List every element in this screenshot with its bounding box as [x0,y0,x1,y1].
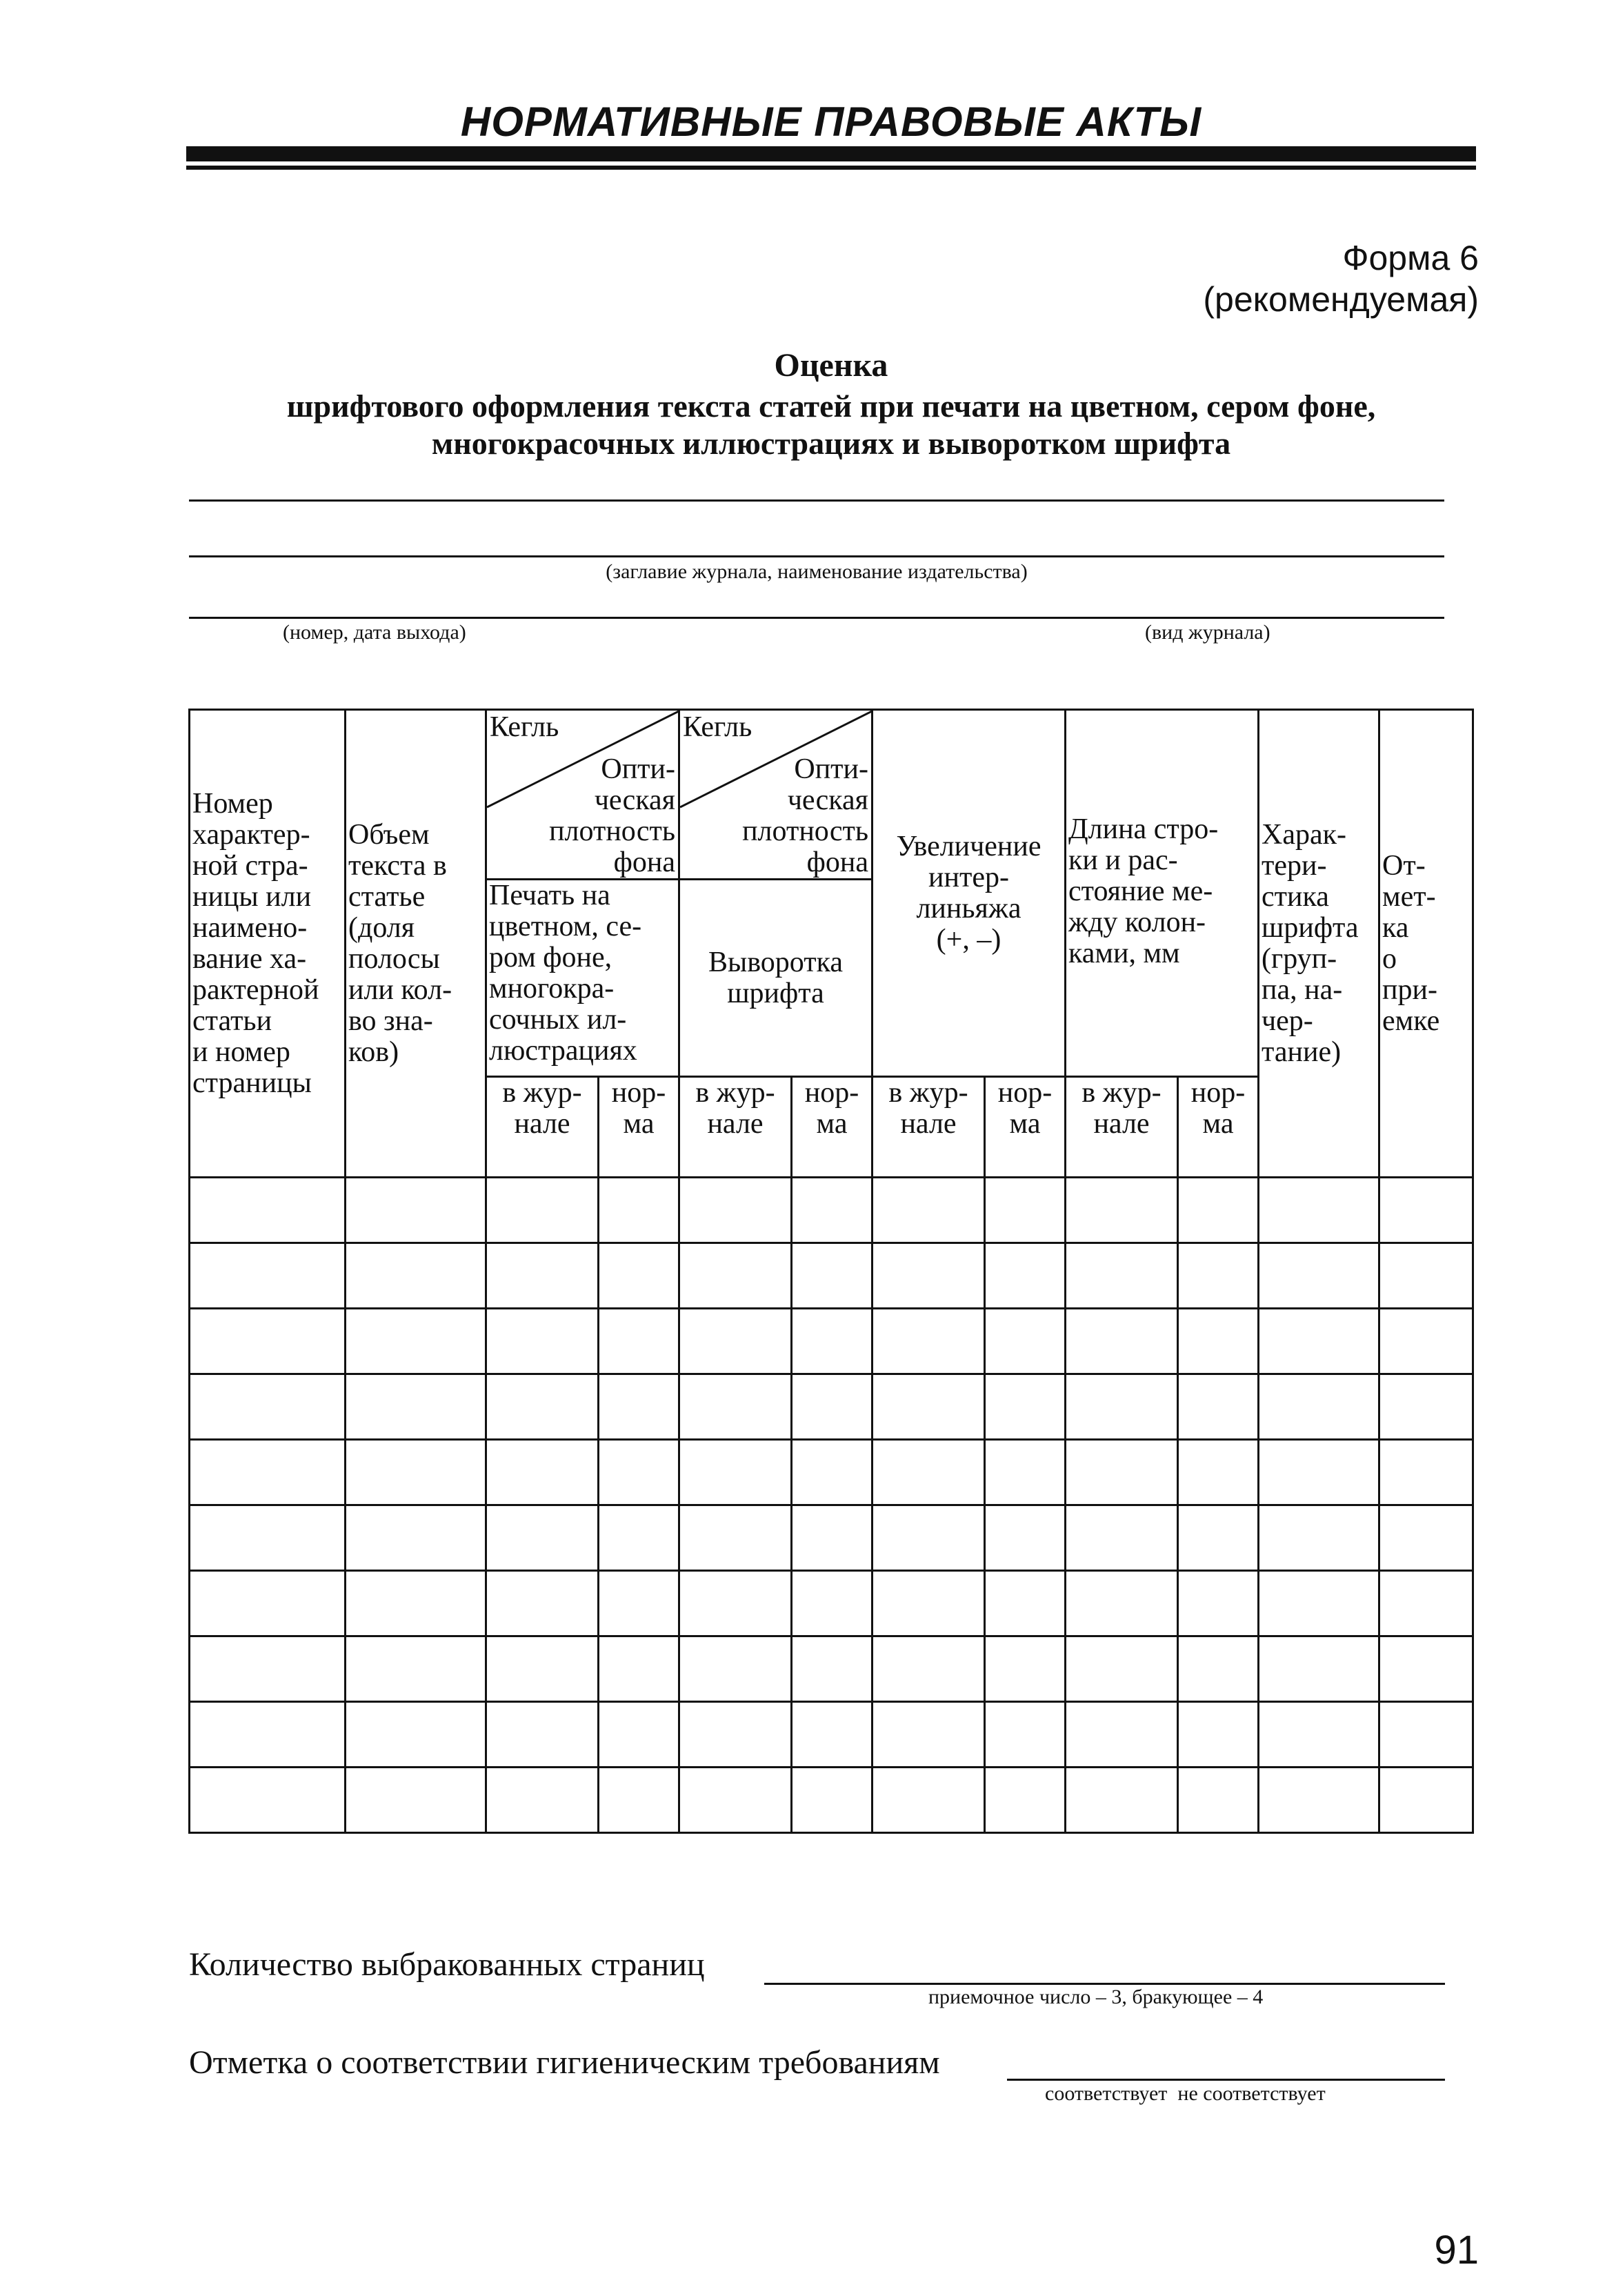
table-cell[interactable] [599,1505,679,1571]
optical-density-label: Опти- ческая плотность фона [742,753,868,878]
table-cell[interactable] [190,1243,346,1309]
header-page-number: Номер характер- ной стра- ницы или наимено- вание ха- рактерной статьи и номер страницы [190,710,346,1178]
table-cell[interactable] [599,1440,679,1505]
table-cell[interactable] [1379,1636,1473,1702]
caption-journal-title: (заглавие журнала, наименование издательства) [606,560,1028,583]
table-cell[interactable] [346,1374,486,1440]
table-cell[interactable] [873,1768,985,1833]
table-cell[interactable] [1066,1702,1178,1768]
table-cell[interactable] [346,1440,486,1505]
table-cell[interactable] [1259,1702,1379,1768]
fill-line-journal-title [189,555,1444,557]
table-row [190,1374,1473,1440]
table-cell[interactable] [679,1374,792,1440]
table-cell[interactable] [1178,1309,1259,1374]
table-cell[interactable] [985,1505,1066,1571]
table-cell[interactable] [599,1178,679,1243]
table-cell[interactable] [873,1374,985,1440]
header-kegl-density-1 [486,710,679,880]
table-cell[interactable] [486,1440,599,1505]
table-cell[interactable] [873,1440,985,1505]
table-cell[interactable] [599,1309,679,1374]
caption-journal-type: (вид журнала) [1145,621,1270,644]
table-cell[interactable] [1066,1768,1178,1833]
subheader-norm: нор- ма [792,1077,873,1178]
subheader-in-journal: в жур- нале [873,1077,985,1178]
table-cell[interactable] [486,1636,599,1702]
table-cell[interactable] [599,1636,679,1702]
kegl-label: Кегль [490,711,559,743]
table-cell[interactable] [1259,1374,1379,1440]
table-cell[interactable] [792,1243,873,1309]
table-cell[interactable] [599,1768,679,1833]
table-cell[interactable] [873,1702,985,1768]
table-cell[interactable] [1259,1768,1379,1833]
table-cell[interactable] [346,1636,486,1702]
table-cell[interactable] [486,1243,599,1309]
table-cell[interactable] [486,1702,599,1768]
hygiene-caption: соответствует не соответствует [1045,2082,1326,2105]
table-cell[interactable] [1379,1702,1473,1768]
table-cell[interactable] [985,1440,1066,1505]
document-subtitle-line-1: шрифтового оформления текста статей при печати на цветном, сером фоне, [286,388,1376,424]
table-cell[interactable] [792,1505,873,1571]
table-cell[interactable] [599,1374,679,1440]
header-reverse-font: Выворотка шрифта [679,880,873,1077]
table-cell[interactable] [190,1309,346,1374]
table-cell[interactable] [873,1178,985,1243]
table-cell[interactable] [792,1374,873,1440]
table-cell[interactable] [985,1309,1066,1374]
table-cell[interactable] [1259,1505,1379,1571]
table-cell[interactable] [1259,1636,1379,1702]
table-cell[interactable] [679,1505,792,1571]
table-cell[interactable] [1379,1505,1473,1571]
table-cell[interactable] [1379,1374,1473,1440]
table-cell[interactable] [599,1243,679,1309]
table-cell[interactable] [190,1571,346,1636]
table-cell[interactable] [346,1702,486,1768]
table-cell[interactable] [873,1505,985,1571]
table-cell[interactable] [346,1243,486,1309]
page-number: 91 [1434,2228,1479,2273]
header-print-color: Печать на цветном, се- ром фоне, многокра- сочных ил- люстрациях [486,880,679,1077]
table-cell[interactable] [190,1440,346,1505]
table-cell[interactable] [1178,1178,1259,1243]
table-cell[interactable] [873,1636,985,1702]
table-cell[interactable] [1178,1243,1259,1309]
table-cell[interactable] [1259,1243,1379,1309]
evaluation-table [188,709,1474,1834]
table-cell[interactable] [1066,1243,1178,1309]
table-cell[interactable] [190,1374,346,1440]
table-cell[interactable] [599,1702,679,1768]
table-cell[interactable] [873,1571,985,1636]
subheader-in-journal: в жур- нале [1066,1077,1178,1178]
table-cell[interactable] [792,1702,873,1768]
document-subtitle-line-2: многокрасочных иллюстрациях и выворотком шрифта [431,426,1231,461]
table-cell[interactable] [346,1309,486,1374]
table-cell[interactable] [792,1636,873,1702]
table-cell[interactable] [679,1243,792,1309]
table-cell[interactable] [985,1636,1066,1702]
table-cell[interactable] [792,1440,873,1505]
hygiene-field[interactable] [1007,2079,1445,2081]
header-rule-thin [186,166,1476,170]
section-title: НОРМАТИВНЫЕ ПРАВОВЫЕ АКТЫ [460,99,1202,145]
table-cell[interactable] [1066,1571,1178,1636]
table-row [190,1309,1473,1374]
table-cell[interactable] [985,1243,1066,1309]
table-row [190,1505,1473,1571]
header-rule-thick [186,146,1476,161]
table-row [190,1636,1473,1702]
table-cell[interactable] [1379,1571,1473,1636]
table-cell[interactable] [1259,1440,1379,1505]
optical-density-label: Опти- ческая плотность фона [549,753,675,878]
table-cell[interactable] [1379,1768,1473,1833]
subheader-norm: нор- ма [1178,1077,1259,1178]
table-cell[interactable] [1259,1571,1379,1636]
table-cell[interactable] [792,1309,873,1374]
table-cell[interactable] [486,1505,599,1571]
table-cell[interactable] [1066,1374,1178,1440]
table-cell[interactable] [346,1178,486,1243]
kegl-label: Кегль [683,711,752,743]
header-text-volume: Объем текста в статье (доля полосы или кол- во зна- ков) [346,710,486,1178]
document-title: Оценка [774,347,888,384]
table-cell[interactable] [1379,1243,1473,1309]
table-cell[interactable] [679,1309,792,1374]
rejected-pages-caption: приемочное число – 3, бракующее – 4 [928,1986,1264,2008]
table-cell[interactable] [1178,1571,1259,1636]
table-cell[interactable] [792,1571,873,1636]
table-cell[interactable] [873,1243,985,1309]
table-cell[interactable] [1178,1636,1259,1702]
fill-line-issue [189,617,1444,619]
header-interline: Увеличение интер- линьяжа (+, –) [873,710,1066,1077]
subheader-in-journal: в жур- нале [679,1077,792,1178]
table-cell[interactable] [1066,1178,1178,1243]
table-cell[interactable] [190,1768,346,1833]
header-line-length: Длина стро- ки и рас- стояние ме- жду колон- ками, мм [1066,710,1259,1077]
table-cell[interactable] [1259,1178,1379,1243]
table-cell[interactable] [486,1309,599,1374]
header-kegl-density-2 [679,710,873,880]
table-cell[interactable] [1066,1505,1178,1571]
table-cell[interactable] [346,1571,486,1636]
table-cell[interactable] [679,1571,792,1636]
table-cell[interactable] [486,1178,599,1243]
rejected-pages-field[interactable] [764,1983,1445,1985]
table-cell[interactable] [1178,1768,1259,1833]
table-cell[interactable] [985,1702,1066,1768]
table-cell[interactable] [792,1178,873,1243]
hygiene-label: Отметка о соответствии гигиеническим требованиям [189,2044,940,2081]
table-row [190,1243,1473,1309]
caption-issue: (номер, дата выхода) [283,621,466,644]
fill-line-blank [189,499,1444,502]
rejected-pages-label: Количество выбракованных страниц [189,1946,705,1983]
table-cell[interactable] [679,1702,792,1768]
form-note: (рекомендуемая) [1203,280,1479,319]
table-cell[interactable] [599,1571,679,1636]
header-acceptance-mark: От- мет- ка о при- емке [1379,710,1473,1178]
subheader-norm: нор- ма [985,1077,1066,1178]
table-cell[interactable] [792,1768,873,1833]
subheader-norm: нор- ма [599,1077,679,1178]
form-number: Форма 6 [1342,239,1479,277]
table-row [190,1768,1473,1833]
table-cell[interactable] [1178,1374,1259,1440]
table-row [190,1571,1473,1636]
table-cell[interactable] [346,1505,486,1571]
table-cell[interactable] [190,1636,346,1702]
table-cell[interactable] [190,1505,346,1571]
table-cell[interactable] [985,1571,1066,1636]
table-cell[interactable] [1178,1702,1259,1768]
table-cell[interactable] [346,1768,486,1833]
table-cell[interactable] [190,1702,346,1768]
table-cell[interactable] [679,1636,792,1702]
table-cell[interactable] [1379,1178,1473,1243]
table-cell[interactable] [1066,1309,1178,1374]
table-cell[interactable] [679,1178,792,1243]
table-row [190,1440,1473,1505]
subheader-in-journal: в жур- нале [486,1077,599,1178]
table-cell[interactable] [486,1571,599,1636]
table-cell[interactable] [1178,1440,1259,1505]
table-cell[interactable] [679,1768,792,1833]
table-cell[interactable] [1379,1440,1473,1505]
table-cell[interactable] [985,1178,1066,1243]
table-row [190,1178,1473,1243]
table-row [190,1702,1473,1768]
table-cell[interactable] [1178,1505,1259,1571]
table-cell[interactable] [679,1440,792,1505]
table-cell[interactable] [1259,1309,1379,1374]
header-font-characteristic: Харак- тери- стика шрифта (груп- па, на- чер- тание) [1259,710,1379,1178]
table-cell[interactable] [190,1178,346,1243]
table-cell[interactable] [985,1374,1066,1440]
table-cell[interactable] [1379,1309,1473,1374]
table-cell[interactable] [873,1309,985,1374]
table-cell[interactable] [1066,1440,1178,1505]
table-cell[interactable] [486,1768,599,1833]
table-cell[interactable] [985,1768,1066,1833]
table-cell[interactable] [486,1374,599,1440]
table-cell[interactable] [1066,1636,1178,1702]
